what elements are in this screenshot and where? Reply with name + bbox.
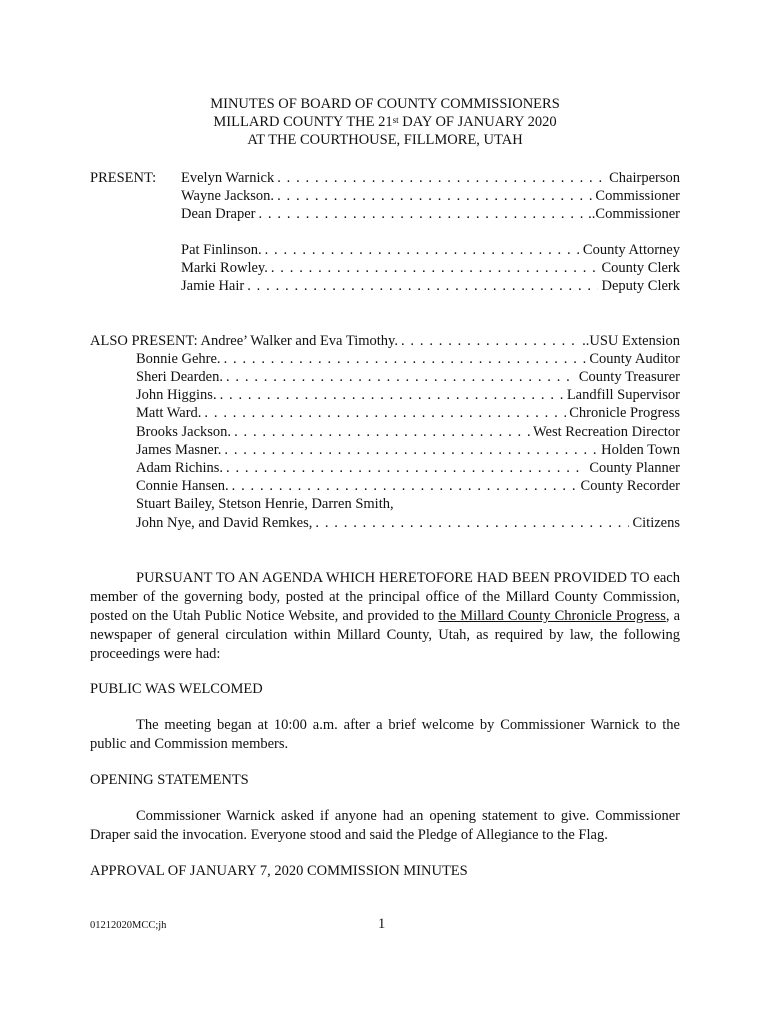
attendee-name: Bonnie Gehre. — [136, 351, 221, 367]
attendee-name: Matt Ward. — [136, 405, 202, 421]
present-entry — [181, 277, 680, 295]
also-present-entry — [136, 514, 680, 532]
attendee-name: Marki Rowley. — [181, 260, 268, 276]
attendee-role: Landfill Supervisor — [566, 387, 680, 403]
attendee-role: County Auditor — [589, 351, 680, 367]
attendee-name: John Nye, and David Remkes, — [136, 515, 313, 531]
also-present-entry — [136, 386, 680, 404]
citizens-names: Stuart Bailey, Stetson Henrie, Darren Smith, — [136, 496, 394, 512]
attendee-role: ..USU Extension — [582, 333, 680, 349]
attendee-name: Connie Hansen. — [136, 478, 229, 494]
attendee-name: Wayne Jackson. — [181, 188, 275, 204]
opening-paragraph: Commissioner Warnick asked if anyone had an opening statement to give. Commissioner Draper said the invocation. Everyone stood and said the Pledge of Allegiance to the Flag. — [90, 808, 680, 843]
page-number: 1 — [378, 916, 386, 932]
also-present-entry — [136, 441, 680, 459]
present-entry — [181, 259, 680, 277]
title-date-prefix: MILLARD COUNTY THE 21 — [213, 114, 393, 130]
present-label: PRESENT: — [90, 170, 157, 186]
attendee-role: Holden Town — [601, 442, 680, 458]
attendee-role: Chronicle Progress — [569, 405, 680, 421]
present-entry — [181, 187, 680, 205]
dot-leader — [277, 187, 592, 205]
attendee-name: Brooks Jackson. — [136, 424, 232, 440]
agenda-text-end: , a newspaper of general circulation within Millard County, Utah, as required by law, the following proceedings were had: — [90, 608, 681, 662]
also-present-label-and-name — [90, 332, 398, 350]
dot-leader — [232, 477, 578, 495]
document-title-line-2 — [0, 113, 770, 131]
attendee-name: Dean Draper — [181, 206, 256, 222]
attendee-role: County Attorney — [582, 242, 680, 258]
dot-leader — [220, 386, 564, 404]
attendee-name: John Higgins. — [136, 387, 217, 403]
dot-leader — [401, 332, 579, 350]
dot-leader — [204, 404, 566, 422]
attendee-role: County Treasurer — [578, 369, 680, 385]
section-heading-welcome: PUBLIC WAS WELCOMED — [90, 681, 263, 697]
also-present-entry — [136, 404, 680, 422]
attendee-name: Sheri Dearden. — [136, 369, 223, 385]
attendee-role: County Recorder — [580, 478, 680, 494]
dot-leader — [315, 514, 629, 532]
present-entry — [181, 241, 680, 259]
attendee-name: Evelyn Warnick — [181, 170, 275, 186]
dot-leader — [226, 459, 586, 477]
also-present-entry — [136, 459, 680, 477]
document-title-line-3: AT THE COURTHOUSE, FILLMORE, UTAH — [247, 132, 523, 148]
section-heading-opening: OPENING STATEMENTS — [90, 772, 249, 788]
attendee-name: Pat Finlinson. — [181, 242, 262, 258]
attendee-role: ..Commissioner — [588, 206, 680, 222]
attendee-role: County Planner — [589, 460, 680, 476]
attendee-name: Jamie Hair — [181, 278, 245, 294]
dot-leader — [234, 423, 530, 441]
agenda-text: PURSUANT TO AN AGENDA WHICH HERETOFORE HAD BEEN PROVIDED TO each member of the governing body, posted at the principal office of the Millard County Commission, posted on the Utah Public Notice Website, and provided to — [90, 570, 680, 624]
dot-leader — [271, 259, 599, 277]
attendee-role: Deputy Clerk — [601, 278, 680, 294]
welcome-paragraph: The meeting began at 10:00 a.m. after a brief welcome by Commissioner Warnick to the public and Commission members. — [90, 717, 680, 752]
attendee-role: County Clerk — [601, 260, 680, 276]
dot-leader — [277, 169, 606, 187]
also-present-entry — [90, 332, 680, 350]
dot-leader — [265, 241, 580, 259]
also-present-entry — [136, 477, 680, 495]
also-present-entry — [136, 368, 680, 386]
dot-leader — [258, 205, 585, 223]
attendee-role: Commissioner — [595, 188, 680, 204]
document-title-line-1: MINUTES OF BOARD OF COUNTY COMMISSIONERS — [210, 96, 560, 112]
dot-leader — [224, 350, 587, 368]
also-present-entry — [136, 350, 680, 368]
attendee-name: Andree’ Walker and Eva Timothy. — [200, 333, 398, 349]
section-heading-approval: APPROVAL OF JANUARY 7, 2020 COMMISSION MINUTES — [90, 863, 468, 879]
title-date-suffix: DAY OF JANUARY 2020 — [398, 114, 557, 130]
attendee-name: James Masner. — [136, 442, 222, 458]
also-present-entry — [136, 423, 680, 441]
newspaper-name: the Millard County Chronicle Progress — [438, 608, 666, 624]
also-present-label: ALSO PRESENT: — [90, 333, 198, 349]
attendee-role: Citizens — [632, 515, 680, 531]
dot-leader — [226, 368, 576, 386]
attendee-name: Adam Richins. — [136, 460, 223, 476]
agenda-paragraph — [90, 569, 680, 664]
dot-leader — [247, 277, 598, 295]
present-entry — [181, 205, 680, 223]
document-code: 01212020MCC;jh — [90, 920, 167, 931]
present-entry — [181, 169, 680, 187]
attendee-role: Chairperson — [609, 170, 680, 186]
title-date-ordinal: st — [392, 115, 399, 125]
dot-leader — [224, 441, 598, 459]
attendee-role: West Recreation Director — [533, 424, 680, 440]
